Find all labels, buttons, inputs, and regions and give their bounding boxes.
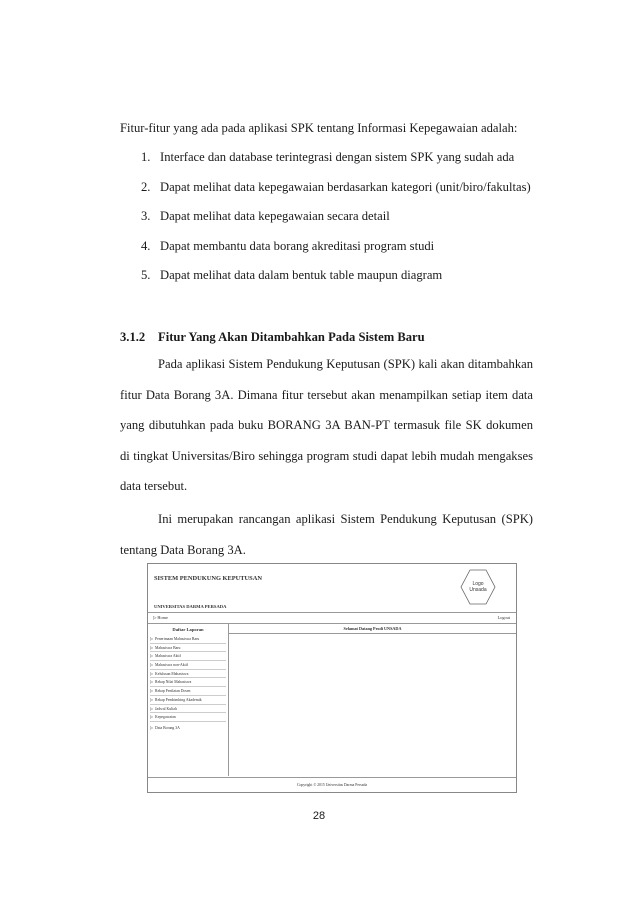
sidebar-item-label: Mahasiswa non-Aktif	[155, 663, 189, 668]
welcome-bar	[229, 624, 516, 634]
sidebar-item[interactable]	[150, 635, 226, 644]
mockup-university-name: UNIVERSITAS DARMA PERSADA	[154, 604, 227, 609]
triangle-icon: ▷	[150, 636, 154, 641]
sidebar-item-data-borang[interactable]	[150, 724, 226, 732]
mockup-navbar	[148, 613, 516, 624]
list-number: 5.	[141, 268, 151, 282]
sidebar-item[interactable]	[150, 678, 226, 687]
mockup-header	[148, 564, 516, 613]
sidebar-item-label: Rekap Pembimbing Akademik	[155, 697, 202, 702]
sidebar-item-label: Kelulusan Mahasiswa	[155, 671, 189, 676]
sidebar-item[interactable]	[150, 696, 226, 705]
triangle-icon: ▷	[150, 724, 154, 730]
list-text: Dapat membantu data borang akreditasi program studi	[160, 238, 435, 253]
sidebar-item-label: Mahasiswa Aktif	[155, 654, 181, 659]
list-item	[141, 180, 531, 210]
section-heading	[120, 330, 425, 345]
triangle-icon: ▷	[150, 644, 154, 650]
app-mockup-figure	[147, 563, 517, 793]
sidebar-item[interactable]	[150, 713, 226, 722]
list-text: Interface dan database terintegrasi dengan sistem SPK yang sudah ada	[160, 150, 515, 164]
sidebar-item[interactable]	[150, 670, 226, 679]
list-text: Dapat melihat data kepegawaian berdasarkan kategori (unit/biro/fakultas)	[160, 179, 531, 194]
triangle-icon: ▷	[150, 670, 154, 676]
sidebar-item[interactable]	[150, 644, 226, 653]
list-item	[141, 150, 531, 180]
sidebar-item-label: Data Borang 3A	[155, 725, 180, 730]
sidebar-item-label: Rekap Nilai Mahasiswa	[155, 680, 192, 685]
feature-list	[141, 150, 531, 298]
list-item	[141, 239, 531, 269]
section-title: Fitur Yang Akan Ditambahkan Pada Sistem Baru	[158, 330, 425, 344]
mockup-system-title: SISTEM PENDUKUNG KEPUTUSAN	[154, 575, 262, 582]
sidebar-item-label: Penerimaan Mahasiswa Baru	[155, 637, 200, 641]
logo-text-2: Unsada	[469, 587, 487, 593]
triangle-icon: ▷	[150, 679, 154, 685]
logout-link[interactable]: Logout	[497, 615, 510, 620]
home-label: Home	[157, 615, 168, 620]
list-number: 4.	[141, 238, 151, 253]
list-text: Dapat melihat data kepegawaian secara detail	[160, 209, 390, 223]
sidebar-item[interactable]	[150, 661, 226, 670]
triangle-icon: ▷	[150, 714, 154, 720]
sidebar-item[interactable]	[150, 652, 226, 661]
list-number: 2.	[141, 179, 151, 194]
triangle-icon: ▷	[150, 653, 154, 659]
list-item	[141, 268, 531, 298]
logo-text-1: Logo	[472, 581, 484, 587]
copyright-text: Copyright © 2015 Universitas Darma Persada	[296, 783, 368, 787]
section-number: 3.1.2	[120, 330, 146, 344]
sidebar-item[interactable]	[150, 705, 226, 714]
triangle-icon: ▷	[150, 662, 154, 668]
triangle-icon: ▷	[150, 696, 154, 702]
logo-icon	[460, 569, 496, 605]
page-number: 28	[312, 810, 326, 822]
sidebar-item-label: Jadwal Kuliah	[155, 706, 177, 711]
sidebar-item-label: Mahasiswa Baru	[155, 645, 181, 650]
mockup-sidebar	[148, 624, 229, 776]
intro-text: Fitur-fitur yang ada pada aplikasi SPK tentang Informasi Kepegawaian adalah:	[120, 121, 518, 135]
triangle-icon: ▷	[150, 705, 154, 711]
welcome-text: Selamat Datang Prodi UNSADA	[343, 626, 402, 631]
sidebar-title: Daftar Laporan	[172, 627, 204, 632]
home-link[interactable]: ▷ Home	[153, 615, 168, 620]
sidebar-menu	[150, 635, 226, 732]
sidebar-item-label: Rekap Penilaian Dosen	[155, 689, 191, 694]
mockup-footer	[148, 777, 516, 793]
paragraph-1: Pada aplikasi Sistem Pendukung Keputusan (SPK) kali akan ditambahkan fitur Data Borang 3A. Dimana fitur tersebut akan menampilkan setiap item data yang dibutuhkan pada buku BORANG 3A BAN-PT termasuk file SK dokumen di tingkat Universitas/Biro sehingga program studi dapat lebih mudah mengakses data tersebut.	[120, 357, 533, 493]
list-item	[141, 209, 531, 239]
triangle-icon: ▷	[150, 688, 154, 694]
list-text: Dapat melihat data dalam bentuk table maupun diagram	[160, 268, 443, 282]
list-number: 3.	[141, 209, 151, 223]
sidebar-item-label: Kepegawaian	[155, 715, 176, 720]
paragraph-2: Ini merupakan rancangan aplikasi Sistem Pendukung Keputusan (SPK) tentang Data Borang 3A.	[120, 512, 533, 557]
sidebar-item[interactable]	[150, 687, 226, 696]
mockup-main-content	[229, 624, 516, 776]
list-number: 1.	[141, 150, 151, 164]
